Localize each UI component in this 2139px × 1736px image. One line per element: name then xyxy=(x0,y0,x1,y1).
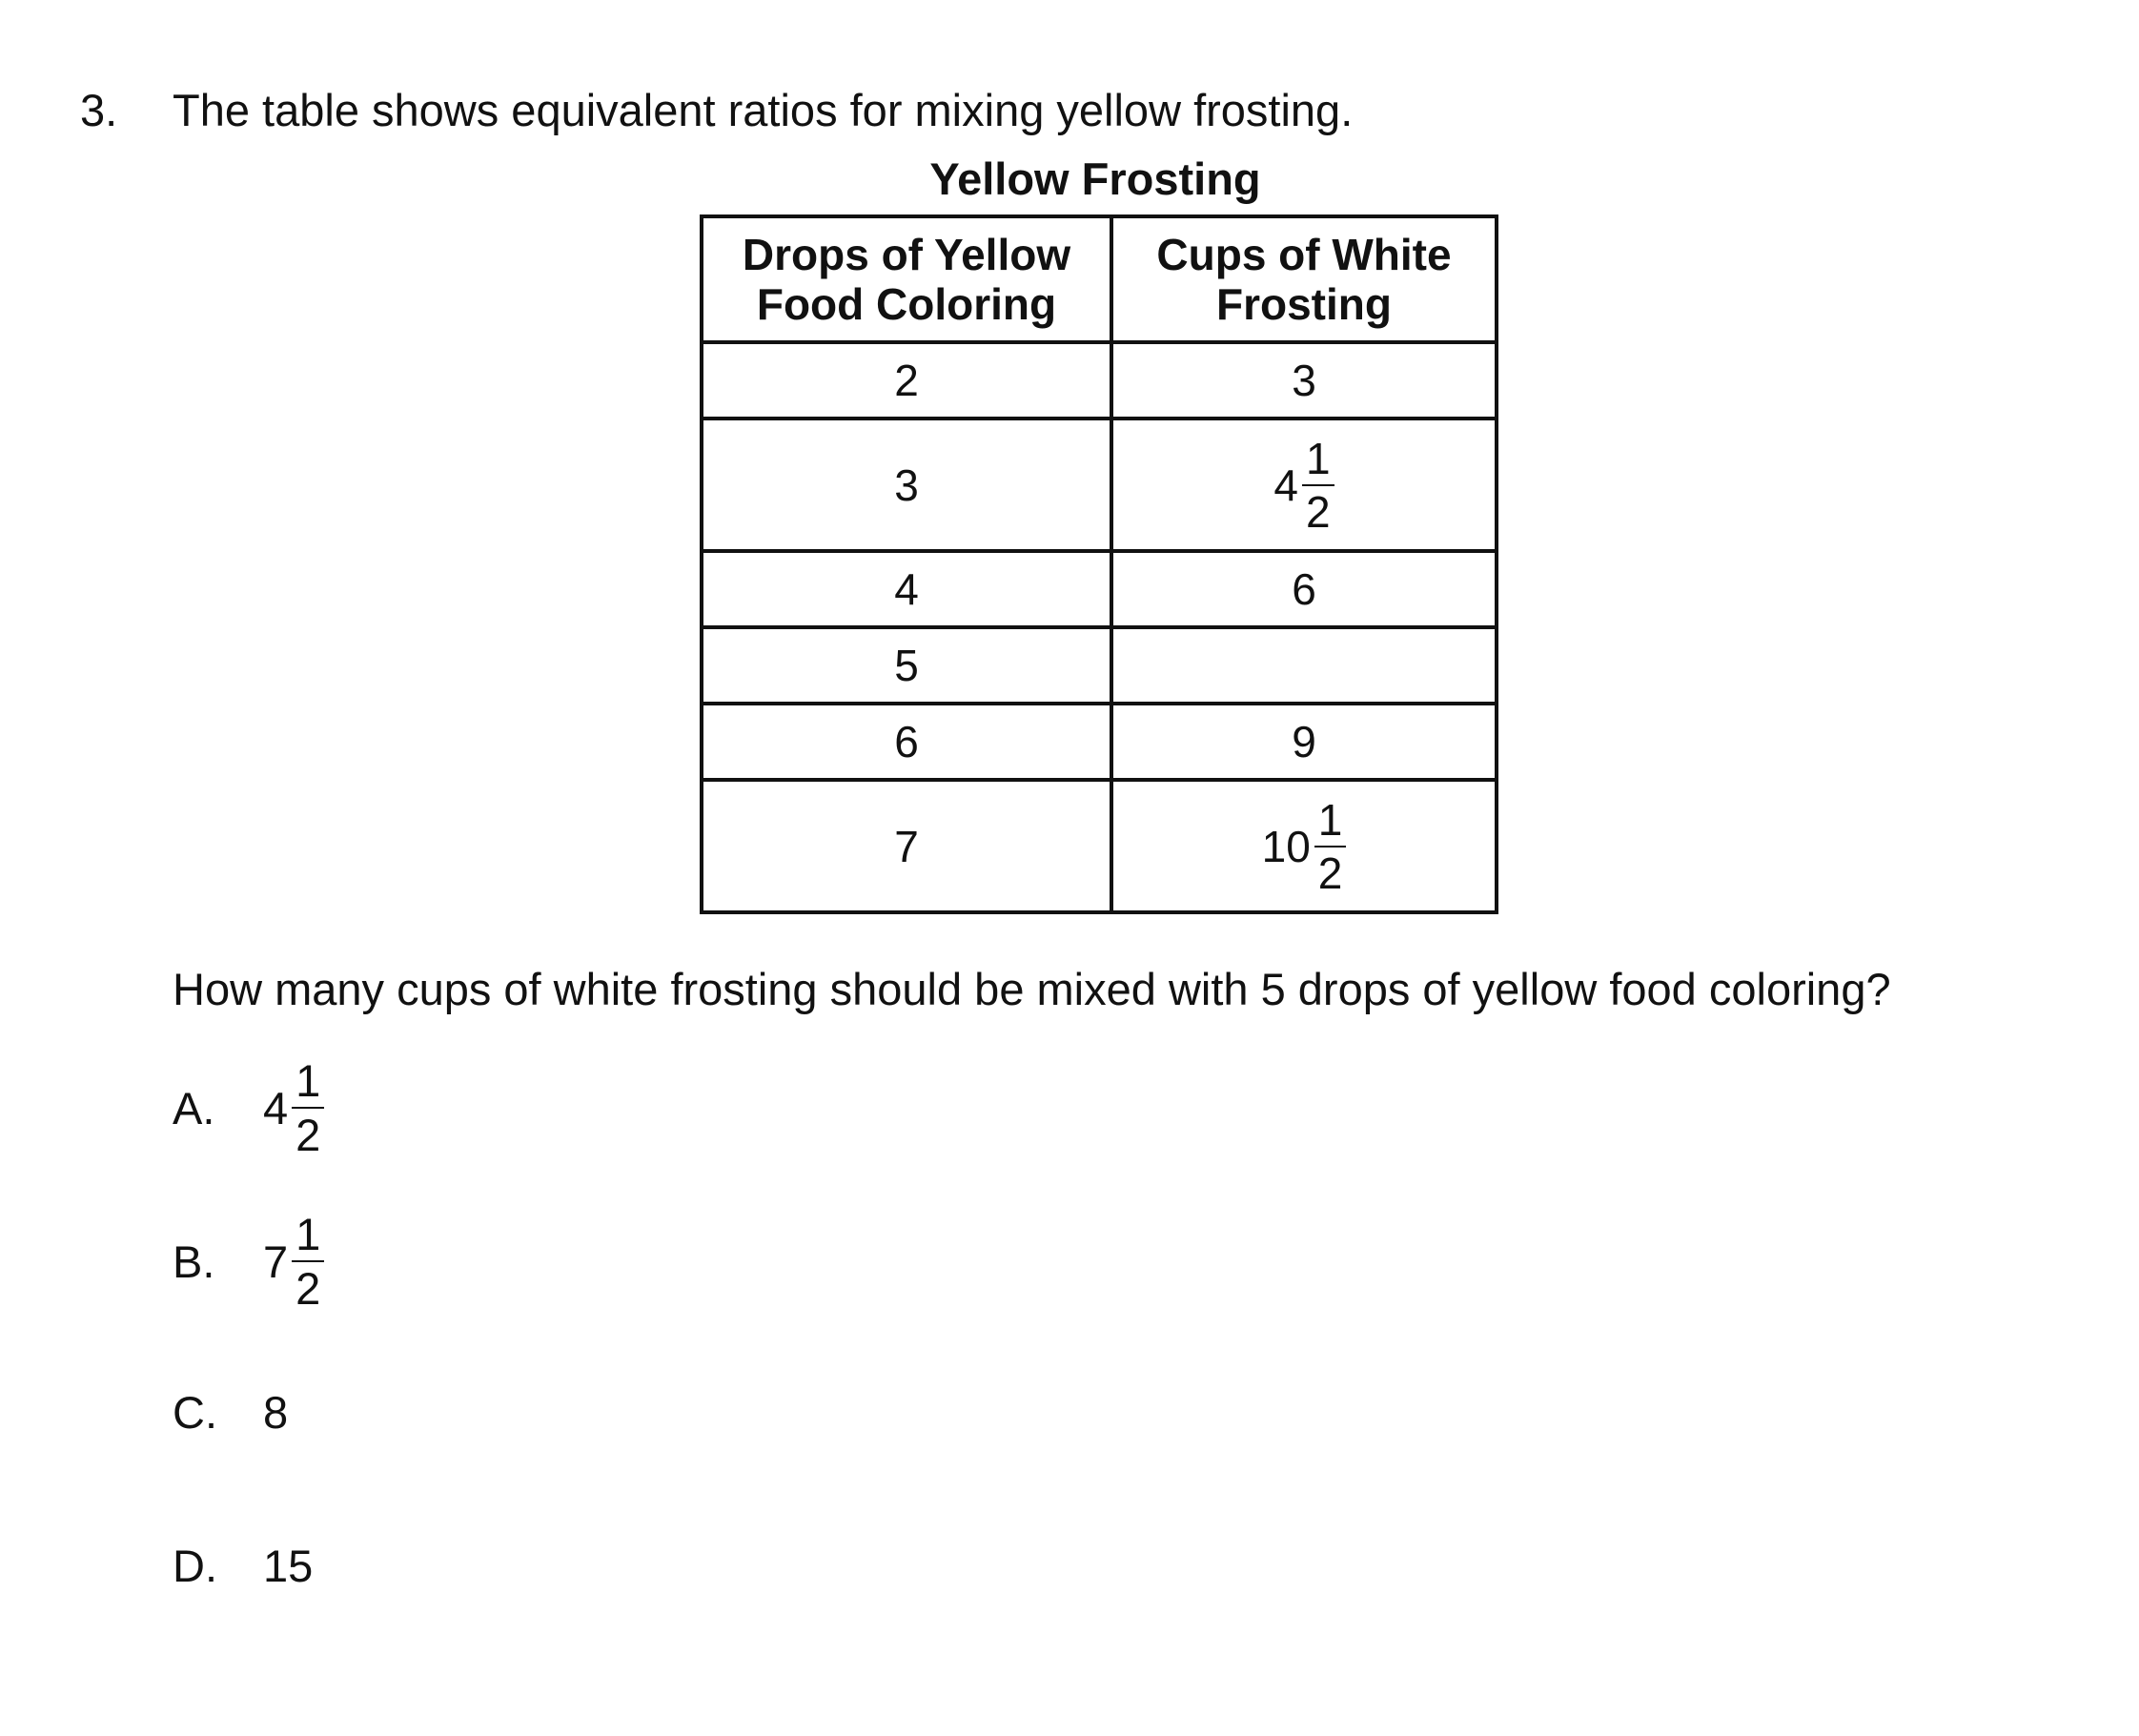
mixed-whole: 7 xyxy=(263,1236,289,1287)
answer-choice-d[interactable] xyxy=(173,1513,313,1618)
drops-cell: 2 xyxy=(702,342,1111,419)
drops-cell: 5 xyxy=(702,627,1111,704)
mixed-number xyxy=(1273,433,1334,537)
fraction xyxy=(1314,794,1347,898)
answer-choice-c[interactable] xyxy=(173,1359,288,1464)
cups-cell: 3 xyxy=(1111,342,1497,419)
header-drops xyxy=(702,216,1111,342)
table-row xyxy=(702,704,1497,780)
cups-cell: 9 xyxy=(1111,704,1497,780)
cups-cell-empty xyxy=(1111,627,1497,704)
fraction-denominator: 2 xyxy=(1317,848,1343,898)
fraction xyxy=(1302,433,1334,537)
table-header-row xyxy=(702,216,1497,342)
drops-cell: 7 xyxy=(702,780,1111,912)
choice-letter: D. xyxy=(173,1540,217,1591)
question-prompt: How many cups of white frosting should be mixed with 5 drops of yellow food coloring? xyxy=(173,964,1891,1014)
choice-letter: A. xyxy=(173,1082,215,1134)
header-drops-line1: Drops of Yellow xyxy=(742,230,1071,279)
fraction xyxy=(292,1055,324,1160)
choice-value: 8 xyxy=(263,1386,289,1438)
question-stem: The table shows equivalent ratios for mixing yellow frosting. xyxy=(173,85,1354,135)
fraction-denominator: 2 xyxy=(1306,486,1331,537)
drops-cell: 6 xyxy=(702,704,1111,780)
table-row xyxy=(702,342,1497,419)
mixed-number xyxy=(263,1055,324,1160)
table-row xyxy=(702,627,1497,704)
mixed-whole: 4 xyxy=(263,1082,289,1134)
fraction-numerator: 1 xyxy=(1302,437,1334,486)
drops-cell: 4 xyxy=(702,551,1111,627)
choice-letter: C. xyxy=(173,1386,217,1438)
table-title: Yellow Frosting xyxy=(929,153,1261,204)
answer-choice-b[interactable] xyxy=(173,1209,324,1314)
header-cups-line2: Frosting xyxy=(1216,279,1392,329)
choice-letter: B. xyxy=(173,1236,215,1287)
fraction-numerator: 1 xyxy=(292,1058,324,1109)
choice-value: 15 xyxy=(263,1540,314,1591)
cups-cell xyxy=(1111,419,1497,551)
mixed-number xyxy=(263,1209,324,1314)
cups-cell xyxy=(1111,780,1497,912)
mixed-whole: 4 xyxy=(1273,460,1298,510)
cups-cell: 6 xyxy=(1111,551,1497,627)
mixed-number xyxy=(1261,794,1347,898)
fraction xyxy=(292,1209,324,1314)
ratio-table xyxy=(700,214,1498,914)
fraction-denominator: 2 xyxy=(295,1263,321,1314)
table-row xyxy=(702,551,1497,627)
table-row xyxy=(702,419,1497,551)
table-row xyxy=(702,780,1497,912)
header-drops-line2: Food Coloring xyxy=(756,279,1057,329)
header-cups xyxy=(1111,216,1497,342)
fraction-denominator: 2 xyxy=(295,1110,321,1160)
question-number: 3. xyxy=(80,85,118,135)
mixed-whole: 10 xyxy=(1261,821,1311,871)
drops-cell: 3 xyxy=(702,419,1111,551)
fraction-numerator: 1 xyxy=(292,1212,324,1262)
fraction-numerator: 1 xyxy=(1314,798,1347,848)
answer-choice-a[interactable] xyxy=(173,1055,324,1160)
header-cups-line1: Cups of White xyxy=(1156,230,1452,279)
